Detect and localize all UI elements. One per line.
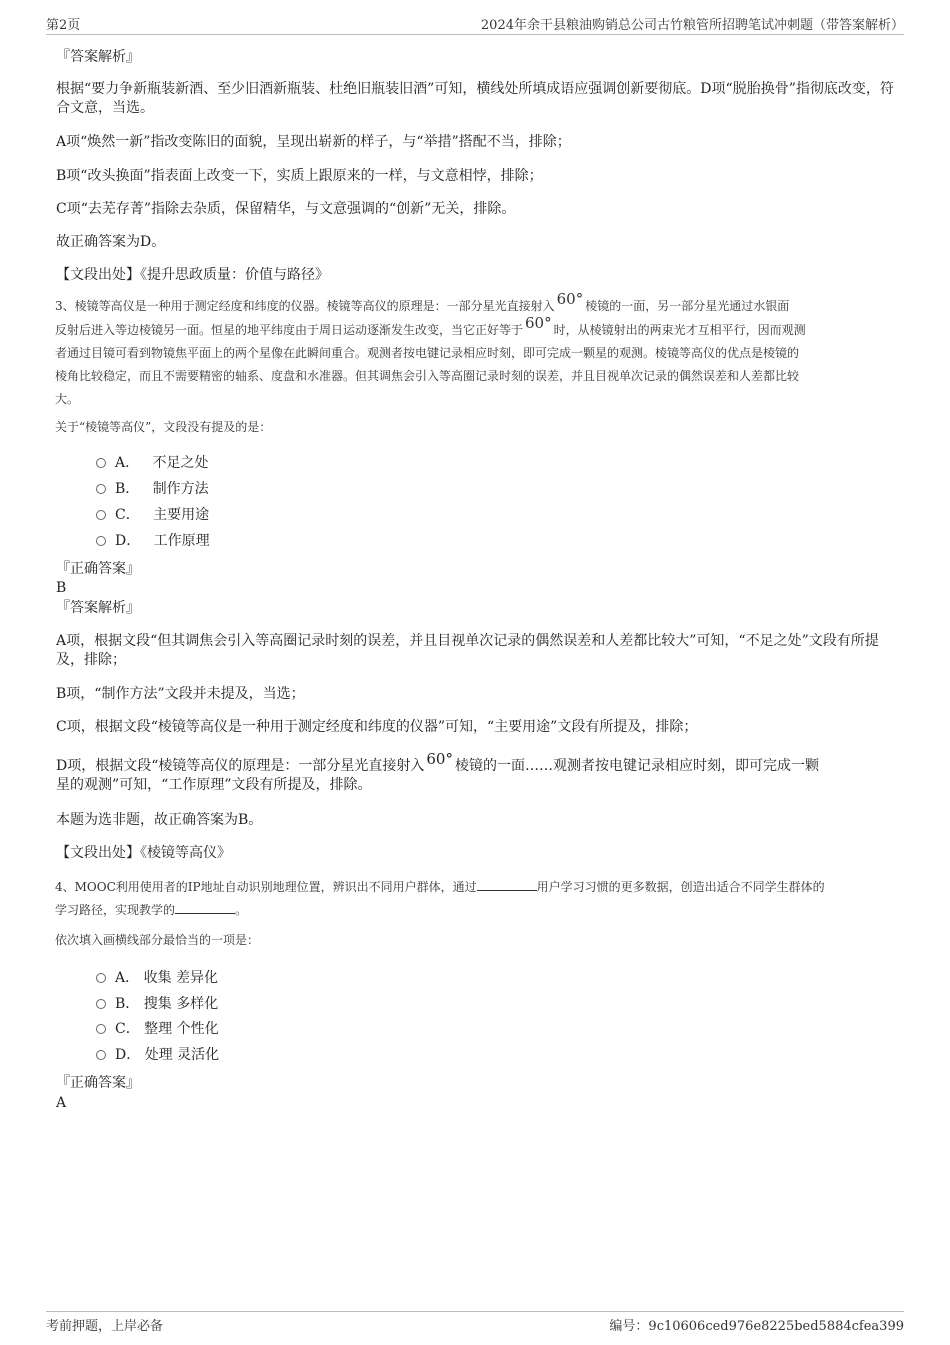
radio-icon[interactable]	[96, 536, 106, 546]
q4-stem	[55, 876, 897, 922]
q3-analysis-option-c: C项，根据文段“棱镜等高仪是一种用于测定经度和纬度的仪器”可知，“主要用途”文段有所提及，排除；	[56, 719, 698, 735]
q3-option-b[interactable]: B． 制作方法	[96, 479, 209, 499]
q3-analysis-option-a: A项，根据文段“但其调焦会引入等高圈记录时刻的误差，并且目视单次记录的偶然误差和人差都比较大”可知，“不足之处”文段有所提及，排除；	[56, 633, 879, 668]
radio-icon[interactable]	[96, 1050, 106, 1060]
q3-stem-line-4: 棱角比较稳定，而且不需要精密的轴系、度盘和水准器。但其调焦会引入等高圈记录时刻的误差，并且目视单次记录的偶然误差和人差都比较	[55, 369, 800, 383]
fill-blank	[175, 901, 235, 914]
q4-option-c[interactable]: C． 整理 个性化	[96, 1019, 219, 1039]
q4-option-d[interactable]: D． 处理 灵活化	[96, 1045, 219, 1065]
fill-blank	[477, 878, 537, 891]
q3-stem-line-2: 反射后进入等边棱镜另一面。恒星的地平纬度由于周日运动逐渐发生改变，当它正好等于 60° 时，从棱镜射出的两束光才互相平行，因而观测	[55, 314, 806, 337]
document-id: 编号：9c10606ced976e8225bed5884cfea399	[609, 1319, 904, 1334]
document-title: 2024年余干县粮油购销总公司古竹粮管所招聘笔试冲刺题（带答案解析）	[480, 18, 904, 33]
footer-slogan: 考前押题，上岸必备	[46, 1319, 164, 1334]
q3-stem-line-1: 3、棱镜等高仪是一种用于测定经度和纬度的仪器。棱镜等高仪的原理是：一部分星光直接射入 60° 棱镜的一面，另一部分星光通过水银面	[55, 290, 790, 313]
radio-icon[interactable]	[96, 1024, 106, 1034]
radio-icon[interactable]	[96, 484, 106, 494]
q3-option-a[interactable]: A． 不足之处	[96, 453, 208, 473]
q3-conclusion: 本题为选非题，故正确答案为B。	[56, 812, 263, 828]
q3-stem	[55, 290, 897, 411]
q4-question: 依次填入画横线部分最恰当的一项是：	[55, 933, 260, 947]
page-footer	[46, 1311, 904, 1336]
q2-analysis-option-b: B项“改头换面”指表面上改变一下，实质上跟原来的一样，与文意相悖，排除；	[56, 168, 543, 184]
q4-answer-title: 『正确答案』	[56, 1075, 140, 1091]
q3-stem-line-3: 者通过目镜可看到物镜焦平面上的两个星像在此瞬间重合。观测者按电键记录相应时刻，即可完成一颗星的观测。棱镜等高仪的优点是棱镜的	[55, 346, 800, 360]
q3-analysis-option-b: B项，“制作方法”文段并未提及，当选；	[56, 686, 305, 702]
q3-option-d[interactable]: D． 工作原理	[96, 531, 210, 551]
q3-answer: B	[56, 580, 67, 596]
q3-question: 关于“棱镜等高仪”，文段没有提及的是：	[55, 420, 272, 434]
page-header	[46, 14, 904, 35]
q4-stem-line-1: 4、MOOC利用使用者的IP地址自动识别地理位置，辨识出不同用户群体，通过 用户学习习惯的更多数据，创造出适合不同学生群体的	[55, 880, 825, 894]
q3-source: 【文段出处】《棱镜等高仪》	[56, 845, 231, 861]
radio-icon[interactable]	[96, 999, 106, 1009]
q4-answer: A	[56, 1095, 67, 1111]
q2-conclusion: 故正确答案为D。	[56, 234, 166, 250]
q3-answer-title: 『正确答案』	[56, 561, 140, 577]
angle-60-label: 60°	[556, 290, 584, 308]
q3-analysis-option-d: D项，根据文段“棱镜等高仪的原理是：一部分星光直接射入 60° 棱镜的一面……观测者按电键记录相应时刻，即可完成一颗 星的观测”可知，“工作原理”文段有所提及，排除。	[56, 750, 819, 793]
q2-analysis-option-a: A项“焕然一新”指改变陈旧的面貌，呈现出崭新的样子，与“举措”搭配不当，排除；	[56, 134, 571, 150]
q2-source: 【文段出处】《提升思政质量：价值与路径》	[56, 267, 329, 283]
radio-icon[interactable]	[96, 973, 106, 983]
page-number: 第2页	[46, 18, 81, 33]
q3-stem-line-5: 大。	[55, 392, 80, 406]
q4-stem-line-2: 学习路径，实现教学的 。	[55, 903, 248, 917]
angle-60-label: 60°	[426, 750, 453, 768]
q4-option-b[interactable]: B． 搜集 多样化	[96, 994, 218, 1014]
radio-icon[interactable]	[96, 510, 106, 520]
radio-icon[interactable]	[96, 458, 106, 468]
q4-option-a[interactable]: A． 收集 差异化	[96, 968, 218, 988]
angle-60-label: 60°	[525, 314, 552, 332]
q2-analysis-title: 『答案解析』	[56, 49, 140, 65]
q3-analysis-title: 『答案解析』	[56, 600, 140, 616]
q3-option-c[interactable]: C． 主要用途	[96, 505, 209, 525]
q2-analysis-paragraph: 根据“要力争新瓶装新酒、至少旧酒新瓶装、杜绝旧瓶装旧酒”可知，横线处所填成语应强调创新要彻底。D项“脱胎换骨”指彻底改变，符合文意，当选。	[56, 81, 894, 116]
q2-analysis-option-c: C项“去芜存菁”指除去杂质，保留精华，与文意强调的“创新”无关，排除。	[56, 201, 516, 217]
